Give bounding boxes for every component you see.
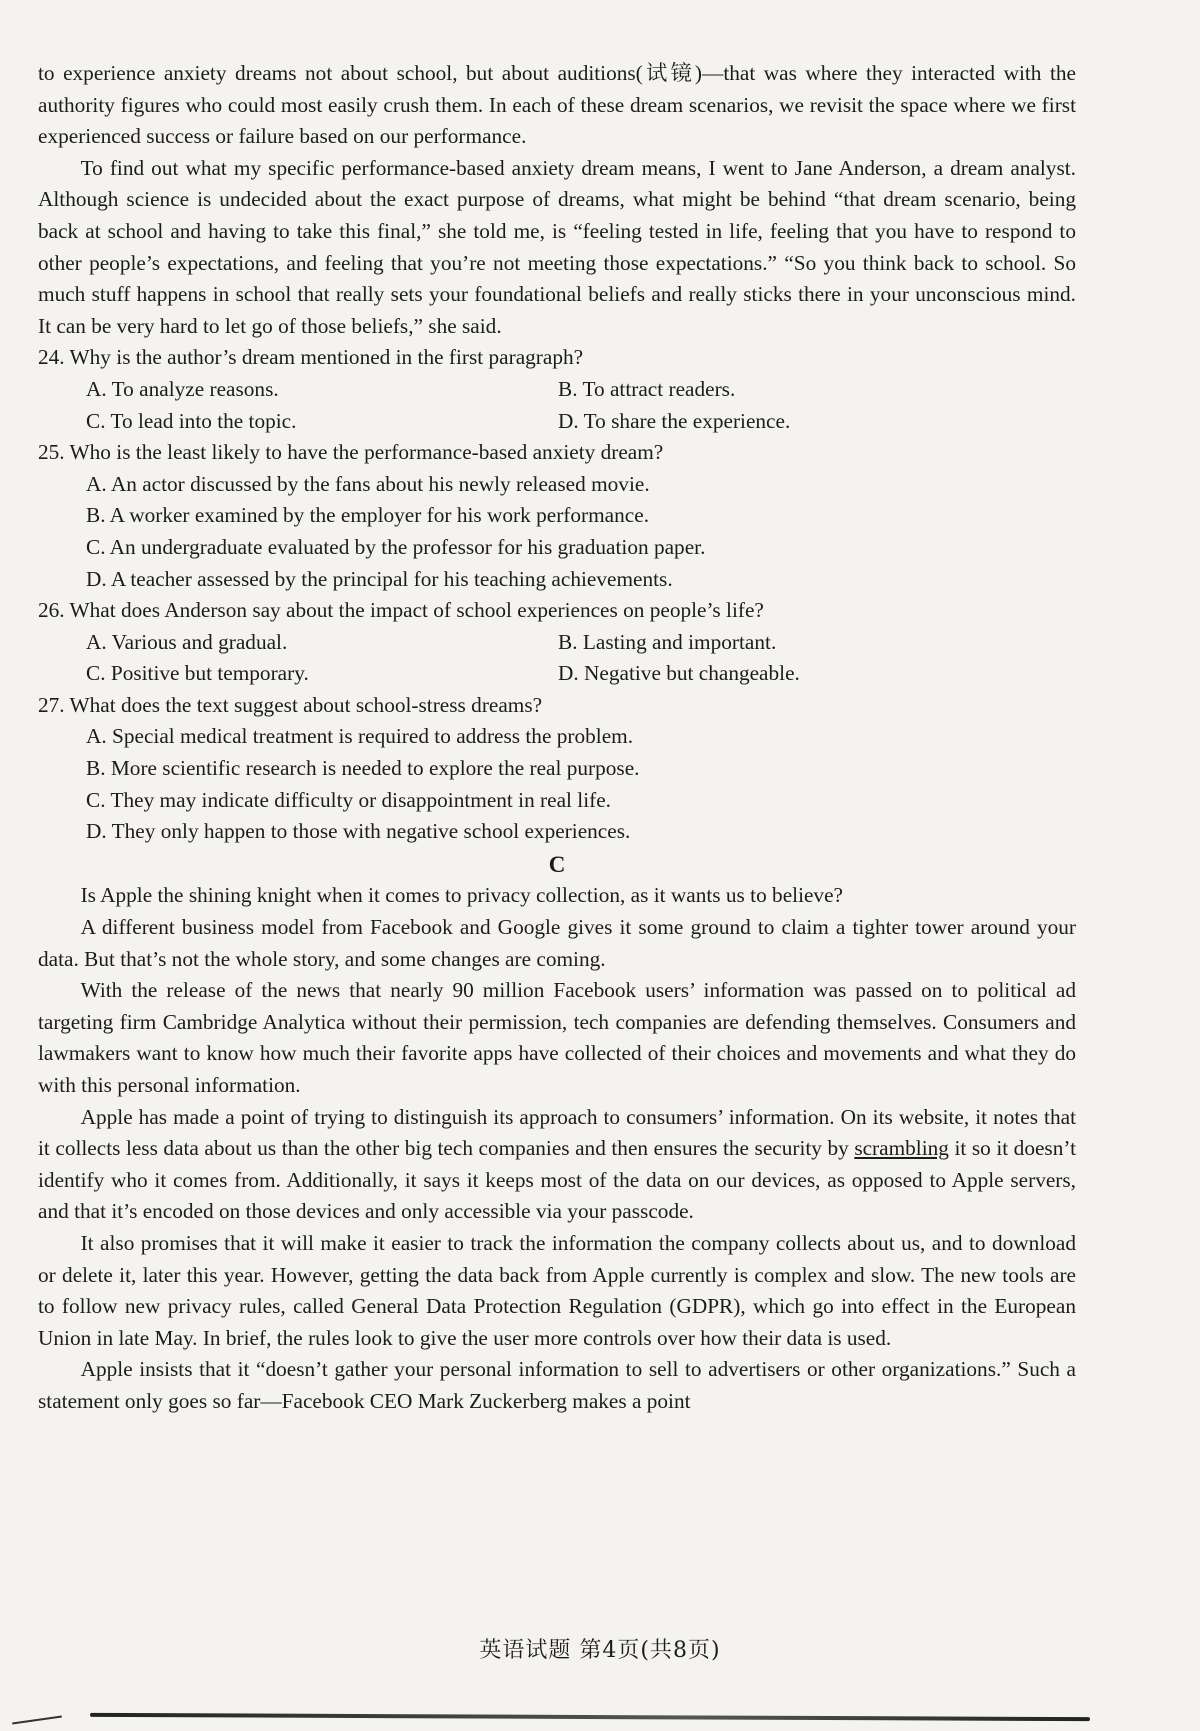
question-26 <box>38 595 1076 690</box>
page-content <box>38 58 1076 1418</box>
option-a: A. Special medical treatment is required to address the problem. <box>86 724 634 749</box>
bottom-rule <box>90 1713 1090 1721</box>
passage-c-paragraph <box>38 1102 1076 1228</box>
question-stem: 27. What does the text suggest about school-stress dreams? <box>38 692 543 717</box>
passage-c-paragraph: A different business model from Facebook and Google gives it some ground to claim a tighter tower around your data. But that’s not the whole story, and some changes are coming. <box>38 915 1076 971</box>
options-grid <box>38 374 1076 437</box>
option-d: D. Negative but changeable. <box>558 661 800 686</box>
corner-mark <box>12 1716 62 1725</box>
passage-c-paragraph: Apple insists that it “doesn’t gather your personal information to sell to advertisers or other organizations.” Such a statement only goes so far—Facebook CEO Mark Zuckerberg makes a point <box>38 1357 1076 1413</box>
options-grid <box>38 627 1076 690</box>
option-b: B. More scientific research is needed to explore the real purpose. <box>86 756 640 781</box>
options-list <box>38 721 1076 847</box>
question-25 <box>38 437 1076 595</box>
option-a: A. Various and gradual. <box>86 629 288 654</box>
option-b: B. To attract readers. <box>558 376 736 401</box>
question-24 <box>38 342 1076 437</box>
passage-c-paragraph: It also promises that it will make it easier to track the information the company collects about us, and to download or delete it, later this year. However, getting the data back from Apple currently is complex and slow. The new tools are to follow new privacy rules, called General Data Protection Regulation (GDPR), which go into effect in the European Union in late May. In brief, the rules look to give the user more controls over how their data is used. <box>38 1230 1076 1350</box>
option-a: A. An actor discussed by the fans about his newly released movie. <box>86 471 650 496</box>
option-d: D. They only happen to those with negative school experiences. <box>86 819 631 844</box>
page-footer: 英语试题 第4页(共8页) <box>479 1638 721 1663</box>
passage-c-paragraph: With the release of the news that nearly 90 million Facebook users’ information was passed on to political ad targeting firm Cambridge Analytica without their permission, tech companies are defending themselves. Consumers and lawmakers want to know how much their favorite apps have collected of their choices and movements and what they do with this personal information. <box>38 978 1076 1097</box>
section-heading: C <box>548 851 566 877</box>
options-list <box>38 469 1076 595</box>
paragraph-text: it so it doesn’t identify who it comes from. Additionally, it says it keeps most of the data on our devices, as opposed to Apple servers, and that it’s encoded on those devices and only accessible via your passcode. <box>38 1136 1076 1224</box>
passage-b-paragraph: To find out what my specific performance-based anxiety dream means, I went to Jane Anderson, a dream analyst. Although science is undecided about the exact purpose of dreams, what might be behind “that dream scenario, being back at school and having to take this final,” she told me, is “feeling tested in life, feeling that you have to respond to other people’s expectations, and feeling that you’re not meeting those expectations.” “So you think back to school. So much stuff happens in school that really sets your foundational beliefs and really sticks there in your unconscious mind. It can be very hard to let go of those beliefs,” she said. <box>38 155 1076 338</box>
question-stem: 24. Why is the author’s dream mentioned in the first paragraph? <box>38 345 584 370</box>
option-b: B. A worker examined by the employer for his work performance. <box>86 503 650 528</box>
question-27 <box>38 690 1076 848</box>
option-d: D. To share the experience. <box>558 408 791 433</box>
option-a: A. To analyze reasons. <box>86 376 279 401</box>
option-b: B. Lasting and important. <box>558 629 777 654</box>
question-stem: 25. Who is the least likely to have the performance-based anxiety dream? <box>38 440 664 465</box>
passage-b-paragraph: to experience anxiety dreams not about school, but about auditions(试镜)—that was where they interacted with the authority figures who could most easily crush them. In each of these dream scenarios, we revisit the space where we first experienced success or failure based on our performance. <box>38 61 1076 149</box>
option-c: C. Positive but temporary. <box>86 661 309 686</box>
paragraph-text: Apple has made a point of trying to distinguish its approach to consumers’ information. On its website, it notes that it collects less data about us than the other big tech companies and then ensures the security by <box>38 1104 1076 1161</box>
passage-c-paragraph: Is Apple the shining knight when it comes to privacy collection, as it wants us to believe? <box>80 883 843 908</box>
option-c: C. To lead into the topic. <box>86 408 297 433</box>
underlined-word: scrambling <box>854 1136 949 1161</box>
question-stem: 26. What does Anderson say about the impact of school experiences on people’s life? <box>38 598 764 623</box>
option-c: C. An undergraduate evaluated by the professor for his graduation paper. <box>86 534 706 559</box>
option-c: C. They may indicate difficulty or disappointment in real life. <box>86 787 611 812</box>
option-d: D. A teacher assessed by the principal for his teaching achievements. <box>86 566 673 591</box>
